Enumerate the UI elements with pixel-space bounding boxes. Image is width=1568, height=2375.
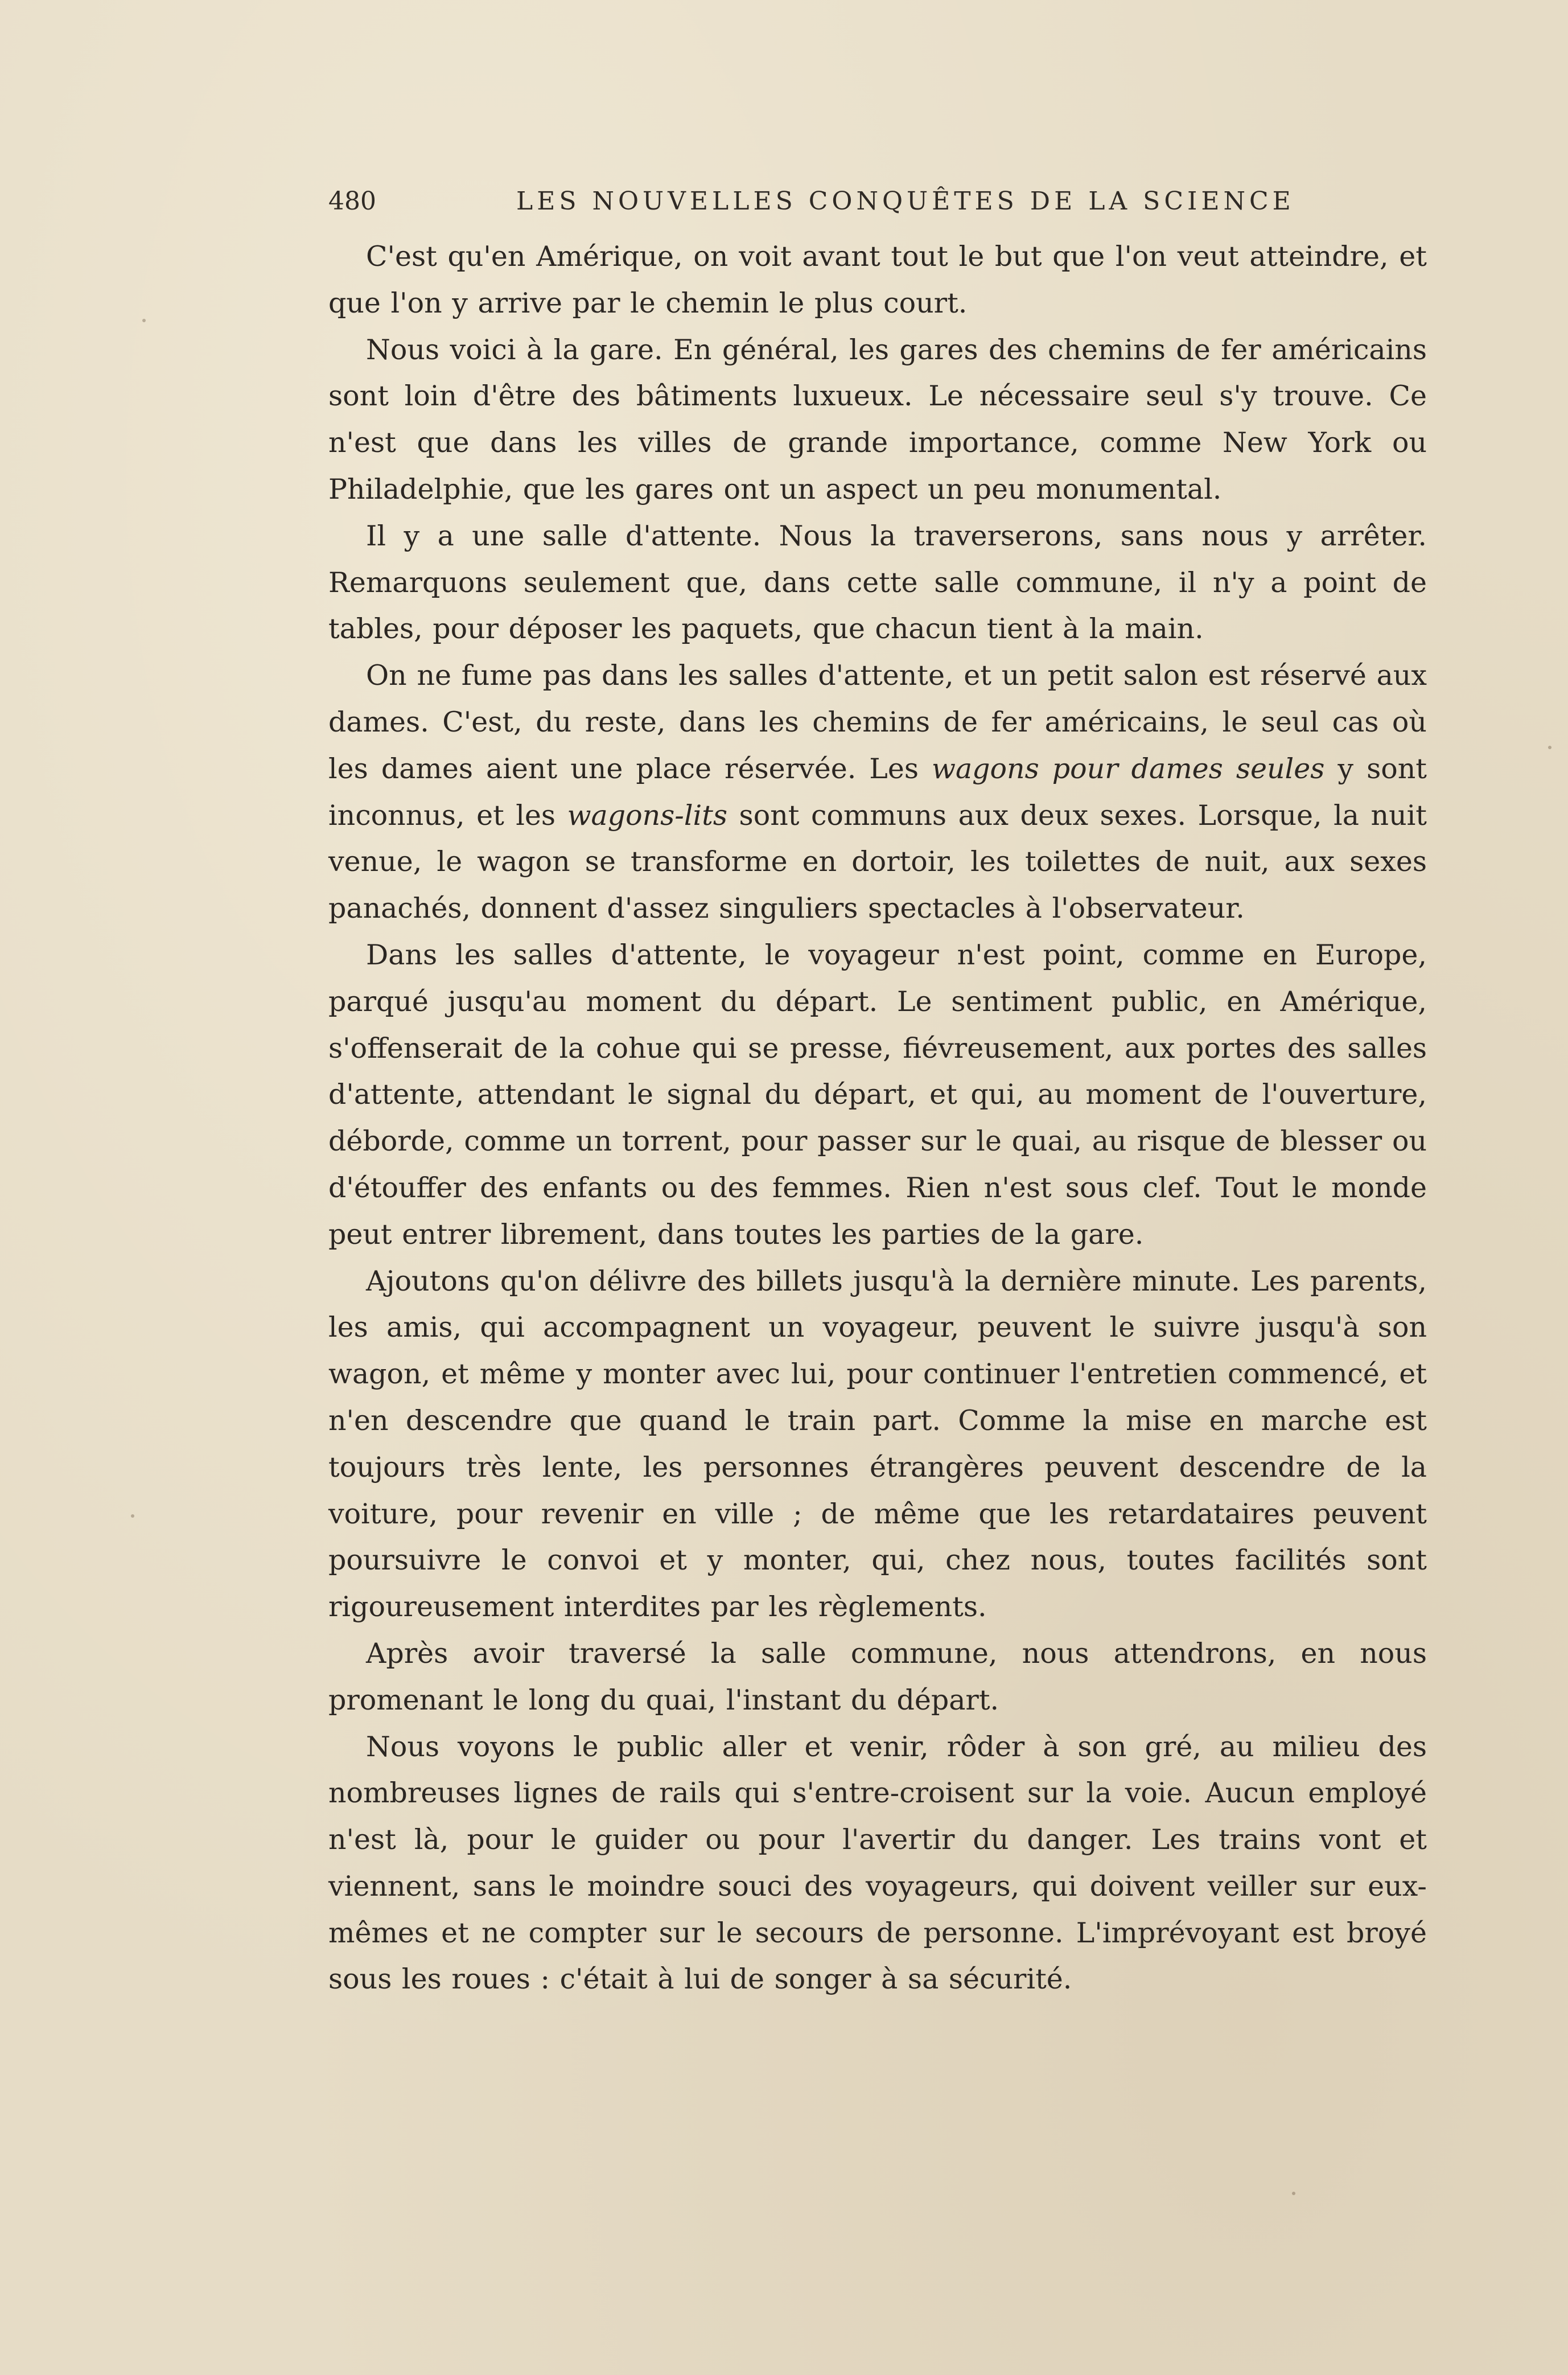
body-text — [328, 233, 1427, 2003]
paragraph-1: C'est qu'en Amérique, on voit avant tout le but que l'on veut atteindre, et que l'on y arrive par le chemin le plus court. — [328, 240, 1427, 319]
paragraph-4-text-c: sont communs aux deux sexes. Lorsque, la nuit venue, le wagon se transforme en dortoir, les toilettes de nuit, aux sexes panachés, donnent d'assez singuliers spectacles à l'observateur. — [328, 799, 1427, 925]
paper-speck — [1292, 2192, 1295, 2195]
book-page — [328, 182, 1427, 2003]
paragraph-6: Ajoutons qu'on délivre des billets jusqu'à la dernière minute. Les parents, les amis, qui accompagnent un voyageur, peuvent le suivre jusqu'à son wagon, et même y monter avec lui, pour continuer l'entretien commencé, et n'en descendre que quand le train part. Comme la mise en marche est toujours très lente, les personnes étrangères peuvent descendre de la voiture, pour revenir en ville ; de même que les retardataires peuvent poursuivre le convoi et y monter, qui, chez nous, toutes facilités sont rigoureusement interdites par les règlements. — [328, 1264, 1427, 1624]
paragraph-4-text-a: On ne fume pas dans les salles d'attente, et un petit salon est réservé aux dames. C'est, du reste, dans les chemins de fer américains, le seul cas où les dames aient une place réservée. Les — [328, 659, 1427, 785]
paragraph-8: Nous voyons le public aller et venir, rôder à son gré, au milieu des nombreuses lignes de rails qui s'entre-croisent sur la voie. Aucun employé n'est là, pour le guider ou pour l'avertir du danger. Les trains vont et viennent, sans le moindre souci des voyageurs, qui doivent veiller sur eux-mêmes et ne compter sur le secours de personne. L'imprévoyant est broyé sous les roues : c'était à lui de songer à sa sécurité. — [328, 1730, 1427, 1996]
page-number: 480 — [328, 187, 376, 216]
paragraph-2: Nous voici à la gare. En général, les gares des chemins de fer américains sont loin d'être des bâtiments luxueux. Le nécessaire seul s'y trouve. Ce n'est que dans les villes de grande importance, comme New York ou Philadelphie, que les gares ont un aspect un peu monumental. — [328, 333, 1427, 506]
paper-speck — [1548, 746, 1551, 749]
paragraph-4 — [328, 652, 1427, 932]
running-title: LES NOUVELLES CONQUÊTES DE LA SCIENCE — [516, 187, 1295, 216]
paragraph-3: Il y a une salle d'attente. Nous la traverserons, sans nous y arrêter. Remarquons seulement que, dans cette salle commune, il n'y a point de tables, pour déposer les paquets, que chacun tient à la main. — [328, 519, 1427, 646]
paragraph-5: Dans les salles d'attente, le voyageur n'est point, comme en Europe, parqué jusqu'au moment du départ. Le sentiment public, en Amérique, s'offenserait de la cohue qui se presse, fiévreusement, aux portes des salles d'attente, attendant le signal du départ, et qui, au moment de l'ouverture, déborde, comme un torrent, pour passer sur le quai, au risque de blesser ou d'étouffer des enfants ou des femmes. Rien n'est sous clef. Tout le monde peut entrer librement, dans toutes les parties de la gare. — [328, 938, 1427, 1251]
italic-wagons-lits: wagons-lits — [567, 799, 728, 832]
italic-wagons-pour-dames-seules: wagons pour dames seules — [932, 752, 1325, 785]
paper-speck — [142, 319, 146, 322]
paragraph-4-text-b: y sont inconnus, et les — [328, 752, 1427, 832]
paragraph-7: Après avoir traversé la salle commune, nous attendrons, en nous promenant le long du quai, l'instant du départ. — [328, 1637, 1427, 1716]
paper-speck — [131, 1514, 134, 1518]
running-header — [328, 182, 1427, 233]
